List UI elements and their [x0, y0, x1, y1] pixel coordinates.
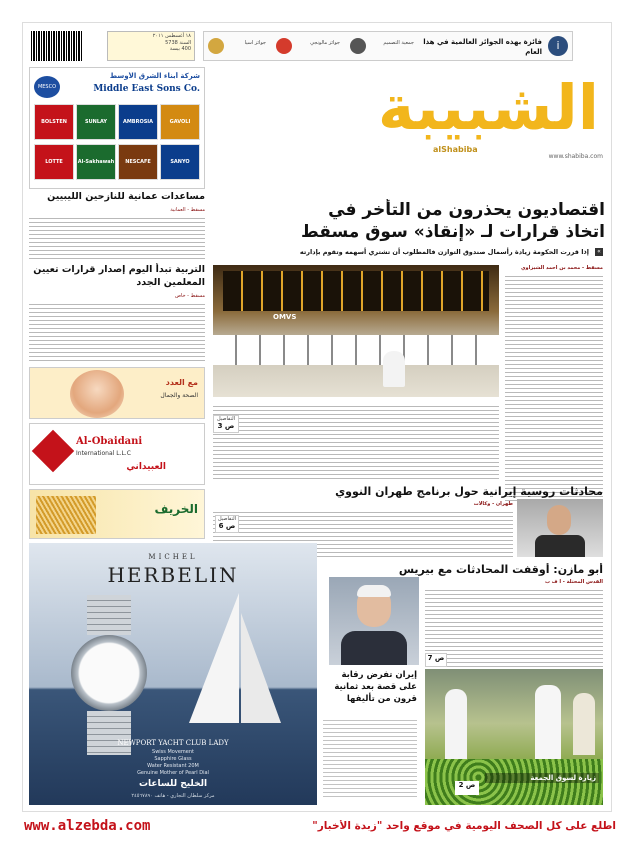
health-title: مع العدد — [165, 378, 198, 387]
watch-footer: مركز سلطان التجاري - هاتف ٢٤٥٦٧٨٩٠ — [131, 793, 215, 799]
side-story-2-title: التربية تبدأ اليوم إصدار قرارات تعيين المعلمين الجدد — [33, 264, 205, 288]
watch-face — [71, 635, 147, 711]
obaidani-logo — [32, 430, 74, 472]
market-person-2 — [535, 685, 561, 761]
brand-logo: SANYO — [160, 144, 200, 180]
watch-ad — [29, 543, 317, 805]
footer-banner — [0, 812, 632, 843]
watch-dealer: الخليج للساعات — [138, 779, 208, 789]
brand-logo: GAVOLI — [160, 104, 200, 140]
censorship-headline: إيران تفرض رقابة على قصة بعد ثمانية قرون من تأليفها — [334, 670, 417, 704]
iran-byline: طهران - وكالات — [473, 501, 513, 507]
official-face — [547, 505, 571, 535]
watch-model: NEWPORT YACHT CLUB LADY — [117, 739, 229, 747]
watch-spec-4: Genuine Mother of Pearl Dial — [137, 770, 209, 776]
price: 400 بيسة — [169, 46, 191, 52]
brand-logo: BOLSTEN — [34, 104, 74, 140]
market-photo — [425, 669, 603, 805]
page-ref-label: التفاصيل — [216, 416, 235, 422]
abbas-page-ref: ص 7 — [425, 653, 447, 667]
ticker-board — [223, 271, 489, 311]
side-story-1-title: مساعدات عمانية للنازحين الليبيين — [47, 191, 205, 202]
main-story-body-below — [213, 403, 499, 479]
newspaper-page — [22, 22, 612, 812]
market-page-ref: ص 2 — [455, 781, 479, 795]
award-icon-2 — [276, 38, 292, 54]
date-line: ١٨ أغسطس ٢٠١١ — [152, 33, 191, 39]
censorship-body — [323, 717, 417, 797]
main-subhead: إذا قررت الحكومة زيادة رأسمال صندوق التوازن فالمطلوب أن تشتري أسهمه وتقوم بإدارته — [299, 248, 589, 256]
watch-spec-1: Swiss Movement — [152, 749, 194, 755]
date-box — [107, 31, 195, 61]
watch-brand: HERBELIN — [107, 563, 239, 587]
watch-spec-2: Sapphire Glass — [154, 756, 192, 762]
abbas-photo — [329, 577, 419, 665]
brand-logo: SUNLAY — [76, 104, 116, 140]
iran-page-ref-number: ص 6 — [218, 522, 236, 530]
brand-logo: AMBROSIA — [118, 104, 158, 140]
mesco-title-en: Middle East Sons Co. — [93, 84, 200, 94]
obaidani-sub: International L.L.C — [76, 450, 131, 457]
abbas-headline: أبو مازن: أوقفت المحادثات مع بيريس — [398, 563, 603, 576]
health-sub: الصحة والجمال — [160, 392, 198, 399]
abbas-byline: القدس المحتلة - أ ف ب — [545, 579, 603, 585]
page-ref-number: ص 3 — [217, 422, 235, 430]
mesco-logo: MESCO — [34, 76, 60, 98]
health-supplement-box — [29, 367, 205, 419]
obaidani-ad — [29, 423, 205, 485]
sailboat-sail — [189, 593, 239, 723]
side-story-1-body — [29, 215, 205, 259]
wheat-image — [36, 496, 96, 534]
abbas-hair — [357, 585, 391, 597]
iran-body-2 — [517, 559, 603, 561]
iran-page-ref — [215, 515, 239, 533]
main-story-byline: مسقط - محمد بن أحمد الشيزاوي — [520, 265, 603, 271]
award-icon-3 — [350, 38, 366, 54]
promo-strip — [203, 31, 573, 61]
main-headline-1: اقتصاديون يحذرون من التأخر في — [328, 200, 605, 220]
watch-spec-3: Water Resistant 20M — [147, 763, 199, 769]
brand-grid — [34, 104, 202, 186]
info-icon: i — [548, 36, 568, 56]
promo-teaser-main: فائزة بهذه الجوائز العالمية في هذا العام — [423, 38, 542, 56]
mesco-ad — [29, 67, 205, 189]
iran-page-ref-label: التفاصيل — [217, 516, 236, 522]
main-headline-2: اتخاذ قرارات لـ «إنقاذ» سوق مسقط — [301, 222, 605, 242]
barcode — [31, 31, 83, 61]
issue-number: السنة 5738 — [165, 40, 191, 46]
subhead-arrow-icon: « — [595, 248, 603, 256]
side-story-2-body — [29, 301, 205, 363]
sailboat-sail-2 — [241, 613, 281, 723]
official-photo — [517, 499, 603, 557]
mid-ad — [29, 489, 205, 539]
watch-brand-top: MICHEL — [148, 553, 198, 561]
stock-market-photo — [213, 265, 499, 397]
market-caption: زيارة لسوق الجمعة — [485, 773, 599, 783]
masthead-logo-en: alShabiba — [433, 145, 478, 154]
mid-ad-title: الخريف — [154, 502, 198, 516]
website: www.shabiba.com — [548, 153, 603, 160]
side-story-1-label: مسقط - العمانية — [170, 207, 205, 213]
iran-headline: محادثات روسية إيرانية حول برنامج طهران النووي — [335, 485, 603, 498]
brand-logo: LOTTE — [34, 144, 74, 180]
abbas-suit — [341, 631, 407, 665]
main-story-page-ref — [213, 415, 239, 433]
footer-url-link[interactable]: www.alzebda.com — [24, 818, 151, 834]
brand-logo: Al-Sakhawah — [76, 144, 116, 180]
promo-teaser-1: جمعية التصميم — [383, 40, 414, 46]
obaidani-name: Al-Obaidani — [76, 436, 143, 447]
market-person-1 — [445, 689, 467, 759]
person-figure — [383, 351, 405, 387]
photo-caption: OMVS — [273, 313, 297, 321]
promo-teaser-2: جوائز مالونجي — [310, 40, 340, 46]
brand-logo: NESCAFE — [118, 144, 158, 180]
main-story-body-right — [505, 273, 603, 503]
side-story-2-label: مسقط - خاص — [174, 293, 205, 299]
masthead-logo: الشبيبة — [377, 71, 599, 144]
promo-teaser-3: جوائز أسيا — [244, 40, 266, 46]
woman-photo — [70, 370, 124, 418]
obaidani-name-ar: العبيداني — [126, 462, 166, 472]
trading-desks — [213, 335, 499, 365]
footer-slogan: اطلع على كل الصحف اليومية في موقع واحد "زبدة الأخبار" — [312, 820, 616, 832]
market-person-3 — [573, 693, 595, 755]
award-icon-1 — [208, 38, 224, 54]
mesco-title-ar: شركة أبناء الشرق الأوسط — [109, 72, 200, 80]
abbas-body — [425, 587, 603, 667]
official-suit — [535, 535, 585, 557]
watch-bracelet-top — [87, 595, 131, 635]
